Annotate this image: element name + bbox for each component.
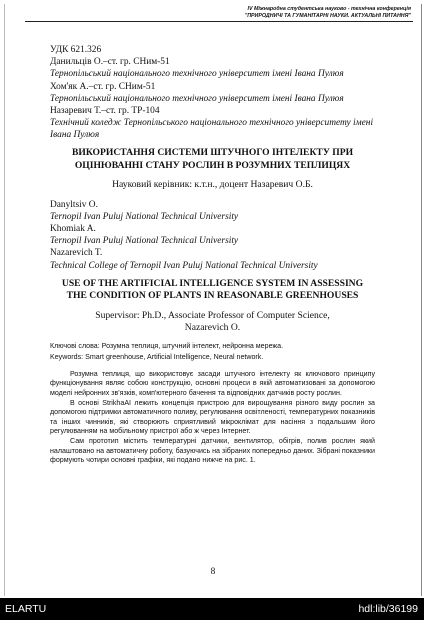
header-rule bbox=[25, 21, 413, 22]
supervisor-en bbox=[50, 310, 375, 334]
handle-identifier[interactable]: hdl:lib/36199 bbox=[358, 603, 418, 615]
body-paragraph-2: В основі StrikhaAI лежить концепція пристрою для вирощування різного виду рослин за допомогою підтримки автоматичного поливу, регулювання освітленості, температурних показників та інших чинників, які створюють сприятливий мікроклімат для насіння з подальшим його регулюванням на мобільному пристрої або ж через Інтернет. bbox=[50, 398, 375, 436]
author-ua-3-name: Назаревич Т.–ст. гр. ТР-104 bbox=[50, 106, 160, 117]
author-block-ua bbox=[50, 56, 375, 141]
conference-header-line-2: "ПРИРОДНИЧІ ТА ГУМАНІТАРНІ НАУКИ. АКТУАЛЬНІ ПИТАННЯ" bbox=[244, 12, 411, 19]
author-ua-1-affiliation: Тернопільський національного технічного університет імені Івана Пулюя bbox=[50, 69, 344, 80]
supervisor-en-line-1: Supervisor: Ph.D., Associate Professor of Computer Science, bbox=[95, 310, 330, 322]
repository-name: ELARTU bbox=[5, 603, 47, 615]
author-en-2-affiliation: Ternopil Ivan Puluj National Technical University bbox=[50, 236, 239, 247]
body-paragraph-3: Сам прототип містить температурні датчики, вентилятор, обігрів, полив рослин який налаштовано на автоматичну роботу, базуючись на зібраних попередньо даних. Зібрані показники формують чотири основні графіки, які подано нижче на рис. 1. bbox=[50, 436, 375, 465]
title-en bbox=[50, 278, 375, 303]
title-ua-line-2: ОЦІНЮВАННІ СТАНУ РОСЛИН В РОЗУМНИХ ТЕПЛИЦЯХ bbox=[74, 159, 351, 171]
title-en-line-2: THE CONDITION OF PLANTS IN REASONABLE GREENHOUSES bbox=[66, 290, 359, 302]
conference-header bbox=[5, 6, 411, 19]
keywords-ua: Ключові слова: Розумна теплиця, штучний інтелект, нейронна мережа. bbox=[50, 342, 284, 351]
conference-header-line-1: IV Міжнародна студентська науково - технічна конференція bbox=[247, 6, 411, 12]
supervisor-en-line-2: Nazarevich O. bbox=[184, 322, 241, 334]
title-ua-line-1: ВИКОРИСТАННЯ СИСТЕМИ ШТУЧНОГО ІНТЕЛЕКТУ ПРИ bbox=[71, 147, 354, 159]
title-en-line-1: USE OF THE ARTIFICIAL INTELLIGENCE SYSTEM IN ASSESSING bbox=[61, 277, 364, 289]
keywords-en: Keywords: Smart greenhouse, Artificial Intelligence, Neural network. bbox=[50, 352, 264, 361]
author-en-1-name: Danyltsiv O. bbox=[50, 199, 98, 210]
repository-footer bbox=[0, 598, 424, 620]
author-en-1-affiliation: Ternopil Ivan Puluj National Technical University bbox=[50, 211, 239, 222]
document-page bbox=[4, 4, 422, 596]
author-ua-2-affiliation: Тернопільський національного технічного університет імені Івана Пулюя bbox=[50, 93, 344, 104]
author-en-3-name: Nazarevich T. bbox=[50, 248, 103, 259]
author-ua-1-name: Данильців О.–ст. гр. СНим-51 bbox=[50, 57, 170, 68]
author-ua-2-name: Хом'як А.–ст. гр. СНим-51 bbox=[50, 81, 156, 92]
author-ua-3-affiliation: Технічний коледж Тернопільського національного технічного університету імені Івана Пулюя bbox=[50, 118, 374, 141]
author-block-en bbox=[50, 199, 375, 272]
udc-code: УДК 621.326 bbox=[50, 45, 102, 55]
supervisor-ua: Науковий керівник: к.т.н., доцент Назаревич О.Б. bbox=[112, 179, 313, 191]
paper-body bbox=[50, 44, 375, 466]
author-en-2-name: Khomiak A. bbox=[50, 224, 96, 235]
title-ua bbox=[50, 147, 375, 172]
page-number: 8 bbox=[210, 567, 216, 577]
body-paragraph-1: Розумна теплиця, що використовує засади штучного інтелекту як ключового принципу функціонування являє собою конструкцію, основні процеси в якій автоматизовані за допомогою моделі нейронних зв'язків, комп'ютерного бачення та відповідних датчиків росту рослин. bbox=[50, 369, 375, 398]
author-en-3-affiliation: Technical College of Ternopil Ivan Puluj National Technical University bbox=[50, 260, 318, 271]
